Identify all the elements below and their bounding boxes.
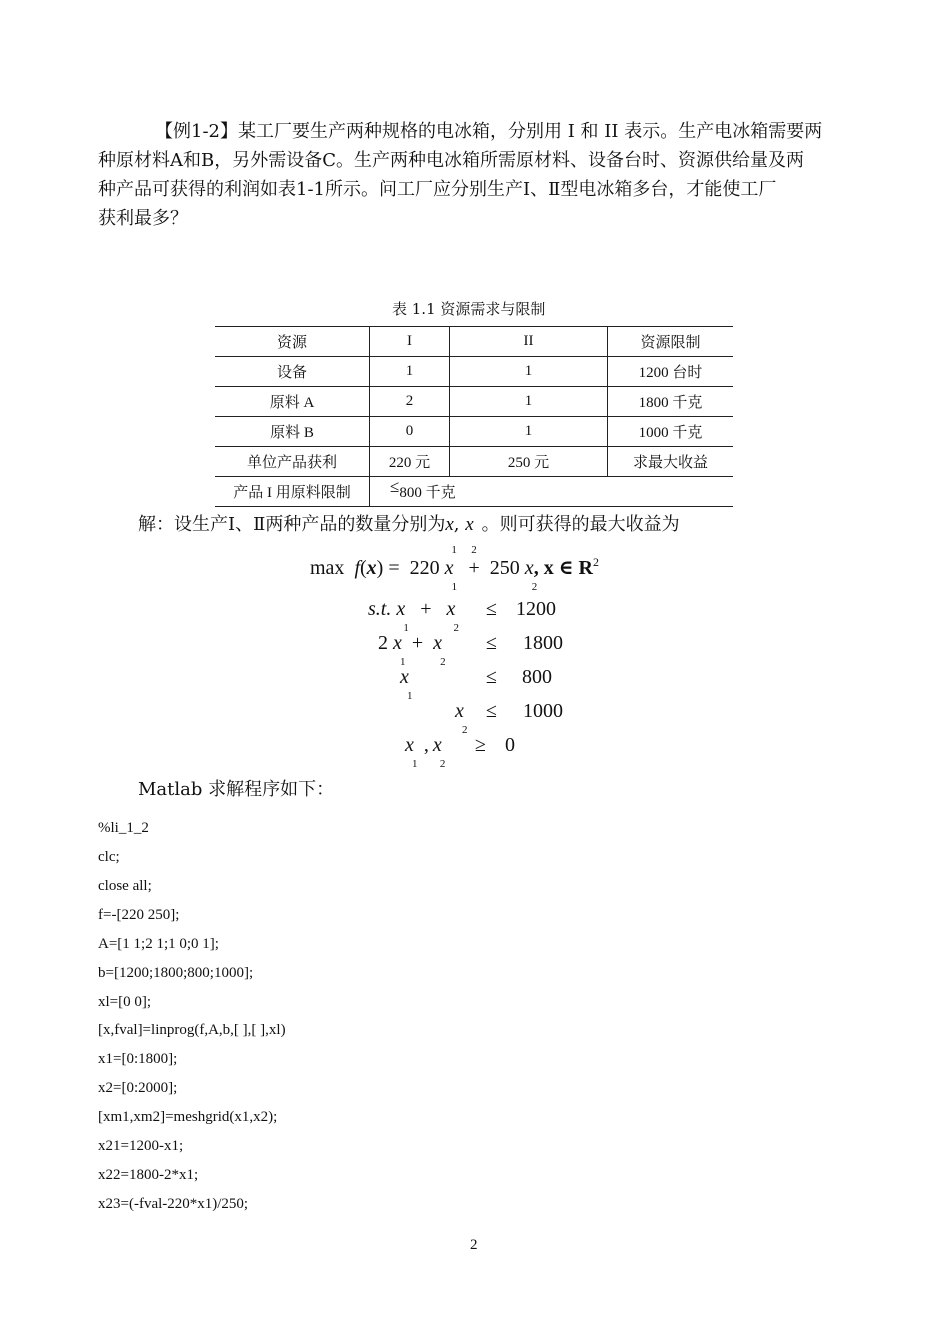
st-label: s.t. xyxy=(368,598,392,620)
table-row xyxy=(215,417,733,447)
table-cell: 原料 A xyxy=(215,387,370,417)
table-cell: 原料 B xyxy=(215,417,370,447)
table-row-material-limit xyxy=(215,477,733,507)
resource-table xyxy=(215,326,733,507)
comma: , xyxy=(453,514,466,535)
code-line: close all; xyxy=(98,878,152,894)
table-header-row xyxy=(215,327,733,357)
constraint-2: 2 x 1 + x 2 ≤ 1800 xyxy=(378,632,563,668)
code-line: x21=1200-x1; xyxy=(98,1138,184,1154)
table-cell: 220 元 xyxy=(370,447,450,477)
var-x1: x 1 xyxy=(445,514,457,556)
var-x2: x 2 xyxy=(465,514,477,556)
header-product-1: I xyxy=(370,327,450,357)
domain-sup: 2 xyxy=(592,555,599,569)
constraint-5: x 1 , x 2 ≥ 0 xyxy=(405,734,515,770)
code-line: x1=[0:1800]; xyxy=(98,1051,178,1067)
table-row xyxy=(215,357,733,387)
header-limit: 资源限制 xyxy=(608,327,734,357)
max-label: max xyxy=(310,557,345,579)
header-product-2: II xyxy=(450,327,608,357)
example-line-2: 种原材料A和B，另外需设备C。生产两种电冰箱所需原材料、设备台时、资源供给量及两 xyxy=(98,150,804,171)
table-cell: 250 元 xyxy=(450,447,608,477)
code-line: clc; xyxy=(98,849,120,865)
table-cell: 0 xyxy=(370,417,450,447)
example-line-3: 种产品可获得的利润如表1-1所示。问工厂应分别生产Ⅰ、Ⅱ型电冰箱多台，才能使工厂 xyxy=(98,179,777,200)
table-cell: 求最大收益 xyxy=(608,447,734,477)
page-number: 2 xyxy=(470,1237,478,1253)
table-cell: 1 xyxy=(450,387,608,417)
domain-set: , x ∈ R xyxy=(533,557,593,579)
matlab-intro: Matlab 求解程序如下： xyxy=(138,779,335,800)
code-line: x22=1800-2*x1; xyxy=(98,1167,199,1183)
solution-intro-suffix: 。则可获得的最大收益为 xyxy=(481,514,680,535)
example-line-4: 获利最多？ xyxy=(98,208,188,229)
code-line: b=[1200;1800;800;1000]; xyxy=(98,965,254,981)
table-cell: 1200 台时 xyxy=(608,357,734,387)
solution-intro xyxy=(138,510,680,556)
code-line: [xm1,xm2]=meshgrid(x1,x2); xyxy=(98,1109,278,1125)
table-row xyxy=(215,387,733,417)
objective-function: max f(x) = 220 x 1 + 250 x 2 , x ∈ $R^2$ xyxy=(310,555,599,593)
example-line-1: 【例1-2】某工厂要生产两种规格的电冰箱，分别用 I 和 II 表示。生产电冰箱需要两 xyxy=(155,121,823,142)
code-line: [x,fval]=linprog(f,A,b,[ ],[ ],xl) xyxy=(98,1022,286,1038)
table-row xyxy=(215,447,733,477)
table-cell: 1800 千克 xyxy=(608,387,734,417)
table-cell: 产品 I 用原料限制 xyxy=(215,477,370,507)
solution-intro-prefix: 解：设生产Ⅰ、Ⅱ两种产品的数量分别为 xyxy=(138,514,446,535)
coef-250: 250 xyxy=(489,557,520,579)
code-line: f=-[220 250]; xyxy=(98,907,180,923)
constraint-4: x 2 ≤ 1000 xyxy=(455,700,563,736)
table-cell: 1 xyxy=(450,417,608,447)
obj-x1: x 1 xyxy=(444,557,458,593)
table-cell: 1000 千克 xyxy=(608,417,734,447)
code-line: x2=[0:2000]; xyxy=(98,1080,178,1096)
le-symbol: ≤ xyxy=(390,477,400,496)
table-cell: 2 xyxy=(370,387,450,417)
x-vector: x xyxy=(366,557,377,579)
obj-x2: x 2 xyxy=(524,557,538,593)
constraint-3: x 1 ≤ 800 xyxy=(400,666,552,702)
constraint-1: s.t. x 1 + x 2 ≤ 1200 xyxy=(368,598,556,634)
code-line: %li_1_2 xyxy=(98,820,149,836)
header-resource: 资源 xyxy=(215,327,370,357)
coef-220: 220 xyxy=(409,557,440,579)
table-caption: 表 1.1 资源需求与限制 xyxy=(392,300,546,318)
material-limit-cell xyxy=(370,477,734,507)
material-limit-value: 800 千克 xyxy=(399,485,456,501)
code-line: xl=[0 0]; xyxy=(98,994,152,1010)
table-cell: 单位产品获利 xyxy=(215,447,370,477)
table-cell: 1 xyxy=(370,357,450,387)
f-symbol: f xyxy=(354,557,360,579)
table-cell: 1 xyxy=(450,357,608,387)
table-cell: 设备 xyxy=(215,357,370,387)
code-line: x23=(-fval-220*x1)/250; xyxy=(98,1196,249,1212)
code-line: A=[1 1;2 1;1 0;0 1]; xyxy=(98,936,219,952)
